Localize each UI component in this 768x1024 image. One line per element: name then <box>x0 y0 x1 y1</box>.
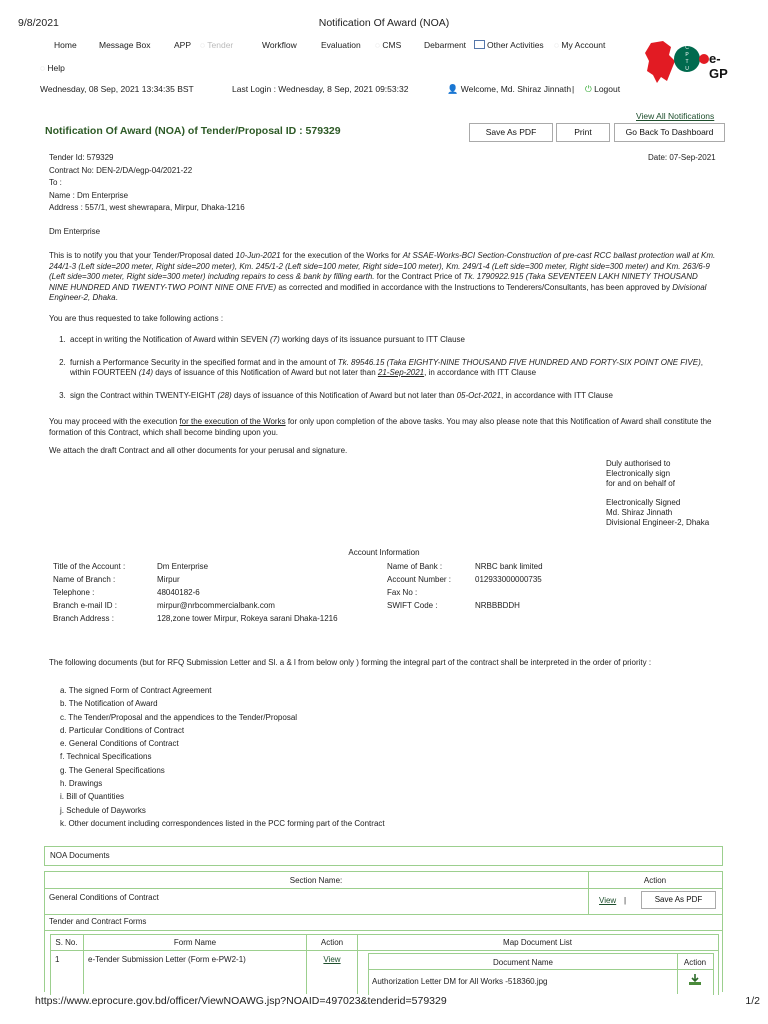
paragraph-notification: This is to notify you that your Tender/Proposal dated 10-Jun-2021 for the execution of the Works for At SSAE-Works-BCI Section-Construction of pre-cast RCC ballast protection wall at Km. 244/1-3 (Left side=200 meter, Right side=200 meter), Km. 245/1-2 (Left side=100 meter, Right side=100 meter), Km. 249/1-4 (Left side=300 meter, Right side=300 meter) and Km. 263/6-9 (Left side=300 meter, Right side=300 meter) including repairs to cess & bank by filling earth. for the Contract Price of Tk. 1790922.915 (Taka SEVENTEEN LAKH NINETY THOUSAND NINE HUNDRED AND TWENTY-TWO POINT NINE ONE FIVE) as corrected and modified in accordance with the Instructions to Tenderers/Consultants, has been approved by Divisional Engineer-2, Dhaka. <box>49 251 716 302</box>
documents-intro: The following documents (but for RFQ Submission Letter and Sl. a & l from below only ) forming the integral part of the contract shall be interpreted in the order of priority : <box>49 658 652 667</box>
account-info-table <box>53 561 543 626</box>
back-to-dashboard-button[interactable]: Go Back To Dashboard <box>614 123 725 142</box>
egp-logo <box>641 37 733 89</box>
separator: | <box>572 84 575 94</box>
paragraph-actions-intro: You are thus requested to take following actions : <box>49 314 224 323</box>
signature-block: Duly authorised to Electronically sign for and on behalf of Electronically Signed Md. Shiraz Jinnath Divisional Engineer-2, Dhaka <box>606 459 710 527</box>
forms-heading: Tender and Contract Forms <box>49 917 147 926</box>
svg-text:P: P <box>685 52 689 58</box>
list-item: e. General Conditions of Contract <box>60 739 179 749</box>
print-button[interactable]: Print <box>556 123 610 142</box>
svg-text:C: C <box>685 45 689 51</box>
noa-documents-header: NOA Documents <box>44 846 723 866</box>
separator: | <box>624 896 627 905</box>
last-login: Last Login : Wednesday, 8 Sep, 2021 09:53:32 <box>232 84 409 94</box>
paragraph-attach: We attach the draft Contract and all other documents for your perusal and signature. <box>49 446 348 455</box>
list-item: i. Bill of Quantities <box>60 792 125 802</box>
action-item: 3. sign the Contract within TWENTY-EIGHT (28) days of issuance of this Notification of Award but not later than 05-Oct-2021, in accordance with ITT Clause <box>68 391 714 402</box>
nav-evaluation[interactable]: Evaluation <box>321 40 361 50</box>
spinner-icon: ◌ <box>375 40 383 50</box>
recipient-name: Name : Dm Enterprise <box>49 190 129 200</box>
nav-other-activities[interactable]: Other Activities <box>474 40 544 50</box>
list-item: c. The Tender/Proposal and the appendices to the Tender/Proposal <box>60 712 298 722</box>
form-action-header: Action <box>320 938 344 947</box>
spinner-icon: ◌ <box>40 63 48 73</box>
tender-id: Tender Id: 579329 <box>49 153 114 162</box>
document-name-header: Document Name <box>492 958 554 967</box>
list-item: h. Drawings <box>60 779 103 789</box>
document-name: Authorization Letter DM for All Works -518360.jpg <box>372 977 548 986</box>
list-item: j. Schedule of Dayworks <box>60 805 146 815</box>
download-icon[interactable] <box>688 973 702 986</box>
sno-header: S. No. <box>55 938 78 947</box>
gcc-section: General Conditions of Contract <box>49 893 159 902</box>
save-as-pdf-button[interactable]: Save As PDF <box>469 123 553 142</box>
spinner-icon: ◌ <box>200 40 208 50</box>
list-item: f. Technical Specifications <box>60 752 152 762</box>
list-icon <box>474 40 485 49</box>
list-item: g. The General Specifications <box>60 765 165 775</box>
nav-debarment[interactable]: Debarment <box>424 40 467 50</box>
view-gcc-link[interactable]: View <box>599 896 617 905</box>
map-document-list-header: Map Document List <box>503 938 572 947</box>
nav-message-box[interactable]: Message Box <box>99 40 151 50</box>
letter-header <box>49 153 719 214</box>
page-url: https://www.eprocure.gov.bd/officer/ViewNOAWG.jsp?NOAID=497023&tenderid=579329 <box>35 995 447 1007</box>
nav-app[interactable]: APP <box>174 40 192 50</box>
svg-text:T: T <box>685 59 689 65</box>
print-title: Notification Of Award (NOA) <box>318 17 450 29</box>
form-name-header: Form Name <box>173 938 217 947</box>
letter-date: Date: 07-Sep-2021 <box>648 153 716 162</box>
logout-link[interactable]: ⏻ Logout <box>585 84 621 94</box>
table-row: Branch Address : 128,zone tower Mirpur, Rokeya sarani Dhaka-1216 <box>53 614 338 623</box>
paragraph-proceed: You may proceed with the execution for the execution of the Works for only upon completion of the above tasks. You may also please note that this Notification of Award shall constitute the formation of this Contract, which shall become binding upon you. <box>49 417 712 437</box>
list-item: k. Other document including correspondences listed in the PCC forming part of the Contract <box>60 818 385 828</box>
nav-my-account[interactable]: ◌ My Account <box>554 40 606 50</box>
doc-action-header: Action <box>683 958 707 967</box>
documents-list <box>60 684 385 830</box>
account-info-heading: Account Information <box>348 548 420 557</box>
gcc-save-as-pdf-button[interactable]: Save As PDF <box>641 891 716 909</box>
salutation: Dm Enterprise <box>49 227 101 236</box>
view-form-link[interactable]: View <box>323 955 341 964</box>
nav-cms[interactable]: ◌ CMS <box>375 40 402 50</box>
table-row: Name of Branch : Mirpur Account Number : 012933000000735 <box>53 575 542 584</box>
welcome-text: 👤 Welcome, Md. Shiraz Jinnath <box>447 84 572 94</box>
logout-icon: ⏻ <box>585 84 595 94</box>
table-row: Branch e-mail ID : mirpur@nrbcommercialbank.com SWIFT Code : NRBBBDDH <box>53 601 520 610</box>
action-item: 2. furnish a Performance Security in the specified format and in the amount of Tk. 89546.15 (Taka EIGHTY-NINE THOUSAND FIVE HUNDRED AND FORTY-SIX POINT ONE FIVE), within FOURTEEN (14) days of issuance of this Notification of Award but not later than 21-Sep-2021, in accordance with ITT Clause <box>68 358 714 379</box>
print-date: 9/8/2021 <box>18 17 59 29</box>
current-datetime: Wednesday, 08 Sep, 2021 13:34:35 BST <box>40 84 194 94</box>
page-number: 1/2 <box>745 995 760 1007</box>
user-icon: 👤 <box>447 84 461 94</box>
actions-list <box>54 335 714 413</box>
nav-tender[interactable]: ◌ Tender <box>200 40 234 50</box>
list-item: b. The Notification of Award <box>60 699 158 709</box>
table-row: Title of the Account : Dm Enterprise Name of Bank : NRBC bank limited <box>53 562 543 571</box>
list-item: a. The signed Form of Contract Agreement <box>60 686 212 695</box>
view-all-notifications-link[interactable]: View All Notifications <box>636 111 715 121</box>
action-header: Action <box>643 876 667 885</box>
row-sno: 1 <box>55 955 60 964</box>
to-label: To : <box>49 178 62 187</box>
nav-help[interactable]: ◌ Help <box>40 63 65 73</box>
page-title: Notification Of Award (NOA) of Tender/Proposal ID : 579329 <box>45 125 341 137</box>
list-item: d. Particular Conditions of Contract <box>60 725 185 735</box>
contract-no: Contract No: DEN-2/DA/egp-04/2021-22 <box>49 165 193 175</box>
action-item: 1. accept in writing the Notification of Award within SEVEN (7) working days of its issuance pursuant to ITT Clause <box>68 335 714 346</box>
row-form-name: e-Tender Submission Letter (Form e-PW2-1) <box>88 955 246 964</box>
logo-text: e-GP <box>709 51 728 81</box>
section-name-header: Section Name: <box>289 876 343 885</box>
svg-text:U: U <box>685 66 689 72</box>
recipient-address: Address : 557/1, west shewrapara, Mirpur, Dhaka-1216 <box>49 203 245 212</box>
spinner-icon: ◌ <box>554 40 562 50</box>
nav-workflow[interactable]: Workflow <box>262 40 297 50</box>
table-row: Telephone : 48040182-6 Fax No : <box>53 588 418 597</box>
nav-home[interactable]: Home <box>54 40 77 50</box>
